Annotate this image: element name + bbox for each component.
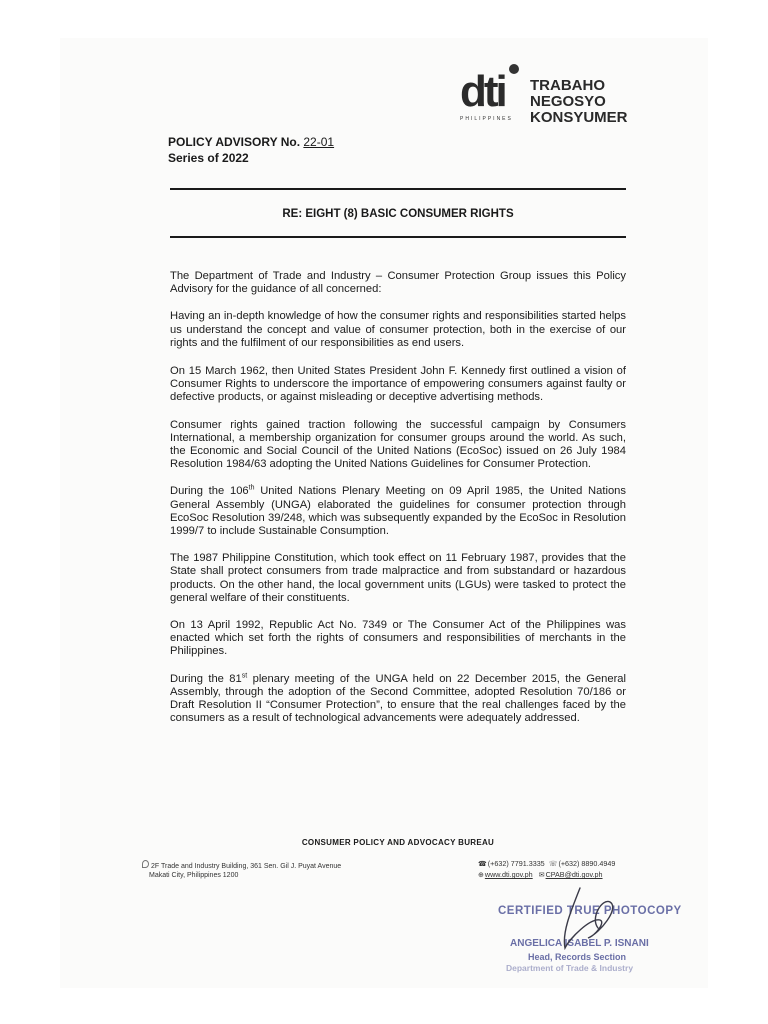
footer-address: 2F Trade and Industry Building, 361 Sen. Gil J. Puyat Avenue Makati City, Philippines 1200 [142, 860, 341, 880]
logo-tagline [530, 78, 628, 126]
stamp-name: ANGELICA ISABEL P. ISNANI [510, 938, 649, 949]
document-body [170, 270, 626, 739]
tagline-line-1: TRABAHO [530, 77, 605, 94]
divider-top [170, 188, 626, 190]
website-link[interactable]: www.dti.gov.ph [484, 870, 533, 879]
fax-number: (+632) 8890.4949 [558, 859, 616, 868]
paragraph: Having an in-depth knowledge of how the consumer rights and responsibilities started helps us understand the concept and value of consumer protection, both in the exercise of our rights and the fulfilment of our responsibilities as end users. [170, 310, 626, 349]
tagline-line-3: KONSYUMER [530, 109, 628, 126]
divider-bottom [170, 236, 626, 238]
dti-wordmark: dti [460, 67, 505, 116]
fax-icon: ☏ [548, 861, 558, 868]
phone-icon: ☎ [478, 861, 487, 868]
paragraph: Consumer rights gained traction following the successful campaign by Consumers International, a membership organization for consumer groups around the world. As such, the Economic and Social Council of the United Nations (EcoSoc) issued on 26 July 1984 Resolution 1984/63 adopting the United Nations Guidelines for Consumer Protection. [170, 418, 626, 471]
signature-icon [540, 878, 660, 958]
tagline-line-2: NEGOSYO [530, 93, 606, 110]
logo-emblem-icon [509, 64, 519, 74]
paragraph: During the 106th United Nations Plenary Meeting on 09 April 1985, the United Nations General Assembly (UNGA) elaborated the guidelines for consumer protection through EcoSoc Resolution 39/248, which was subsequently expanded by the EcoSoc in Resolution 1999/7 to include Sustainable Consumption. [170, 484, 626, 538]
web-icon: ⊕ [478, 872, 484, 879]
location-pin-icon [142, 860, 149, 868]
logo-country: PHILIPPINES [460, 116, 513, 122]
advisory-number [168, 135, 334, 149]
email-link[interactable]: CPAB@dti.gov.ph [545, 870, 603, 879]
advisory-number-value: 22-01 [303, 135, 335, 149]
stamp-role: Head, Records Section [528, 952, 627, 962]
paragraph: On 13 April 1992, Republic Act No. 7349 or The Consumer Act of the Philippines was enacted which set forth the rights of consumers and responsibilities of merchants in the Philippines. [170, 619, 626, 658]
paragraph: On 15 March 1962, then United States President John F. Kennedy first outlined a vision of Consumer Rights to underscore the importance of empowering consumers against faulty or defective products, or against misleading or deceptive advertising methods. [170, 365, 626, 404]
paragraph: The Department of Trade and Industry – Consumer Protection Group issues this Policy Advisory for the guidance of all concerned: [170, 270, 626, 296]
advisory-prefix: POLICY ADVISORY No. [168, 135, 301, 149]
phone-number: (+632) 7791.3335 [487, 859, 545, 868]
stamp-department: Department of Trade & Industry [506, 963, 634, 973]
bureau-name: CONSUMER POLICY AND ADVOCACY BUREAU [301, 838, 495, 847]
email-icon: ✉ [538, 872, 545, 879]
dti-logo [460, 67, 522, 122]
stamp-certified: CERTIFIED TRUE PHOTOCOPY [498, 905, 682, 917]
document-title: RE: EIGHT (8) BASIC CONSUMER RIGHTS [282, 208, 514, 220]
advisory-series: Series of 2022 [168, 151, 249, 165]
paragraph: The 1987 Philippine Constitution, which took effect on 11 February 1987, provides that the State shall protect consumers from trade malpractice and from substandard or hazardous products. On the other hand, the local government units (LGUs) were tasked to protect the general welfare of their constituents. [170, 552, 626, 604]
paragraph: During the 81st plenary meeting of the UNGA held on 22 December 2015, the General Assembly, through the adoption of the Second Committee, adopted Resolution 70/186 or Draft Resolution II “Consumer Protection”, to ensure that the real challenges faced by the consumers as a result of technological advancements were adequately addressed. [170, 671, 627, 725]
